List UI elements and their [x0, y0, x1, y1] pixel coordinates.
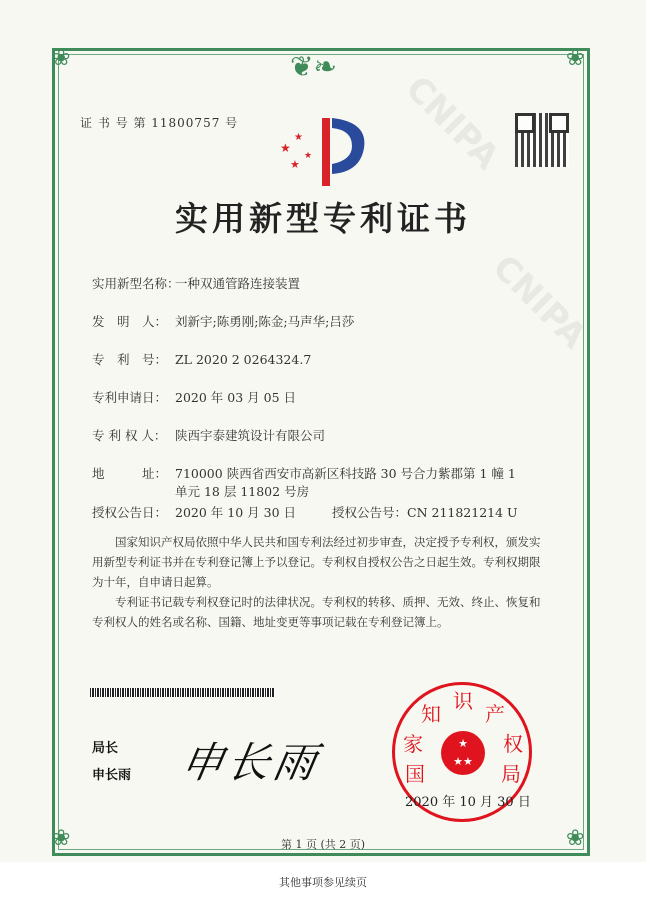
seal-date: 2020 年 10 月 30 日	[405, 795, 531, 810]
field-address-line2: 单元 18 层 11802 号房	[175, 484, 310, 499]
ornament-icon: ❀	[52, 826, 71, 851]
field-name: 实用新型名称：一种双通管路连接装置	[92, 276, 301, 291]
field-patentee: 专 利 权 人： 陕西宇泰建筑设计有限公司	[92, 428, 326, 443]
field-grant-number: 授权公告号：CN 211821214 U	[332, 505, 518, 520]
barcode	[90, 688, 275, 697]
field-application-date: 专利申请日： 2020 年 03 月 05 日	[92, 390, 296, 405]
star-icon: ★	[294, 132, 303, 143]
cnipa-logo	[276, 112, 372, 188]
signatory-title: 局长	[92, 741, 119, 756]
official-seal: 国 家 知 识 产 权 局 ★ ★★	[392, 682, 532, 822]
field-inventors: 发 明 人： 刘新宇;陈勇刚;陈金;马声华;吕莎	[92, 314, 355, 329]
watermark: CNIPA	[397, 68, 507, 178]
handwritten-signature: 申长雨	[177, 738, 324, 787]
star-icon: ★	[280, 141, 291, 155]
signatory-name: 申长雨	[92, 768, 132, 783]
star-icon: ★	[290, 158, 300, 171]
ornament-icon: ❀	[52, 46, 71, 71]
paragraph: 专利证书记载专利权登记时的法律状况。专利权的转移、质押、无效、终止、恢复和专利权人的姓名或名称、国籍、地址变更等事项记载在专利登记簿上。	[92, 595, 541, 629]
page-footer: 第 1 页 (共 2 页)	[280, 838, 366, 851]
ornament-icon: ❀	[566, 46, 585, 71]
star-icon: ★	[304, 151, 313, 161]
watermark: CNIPA	[484, 247, 594, 357]
national-emblem-icon: ★ ★★	[441, 731, 485, 775]
certificate-number: 证 书 号 第 11800757 号	[80, 116, 239, 130]
ornament-icon: ❦❧	[290, 50, 337, 83]
field-patent-number: 专 利 号： ZL 2020 2 0264324.7	[92, 352, 312, 367]
qr-code	[515, 113, 569, 167]
ornament-icon: ❀	[566, 826, 585, 851]
continuation-note: 其他事项参见续页	[279, 876, 367, 889]
statement-text	[92, 532, 548, 632]
paragraph: 国家知识产权局依照中华人民共和国专利法经过初步审查，决定授予专利权，颁发实用新型专利证书并在专利登记簿上予以登记。专利权自授权公告之日起生效。专利权期限为十年，自申请日起算。	[92, 535, 541, 589]
document-title: 实用新型专利证书	[175, 199, 471, 238]
field-address: 地 址： 710000 陕西省西安市高新区科技路 30 号合力紫郡第 1 幢 1	[92, 466, 516, 481]
field-grant-date: 授权公告日： 2020 年 10 月 30 日	[92, 505, 296, 520]
